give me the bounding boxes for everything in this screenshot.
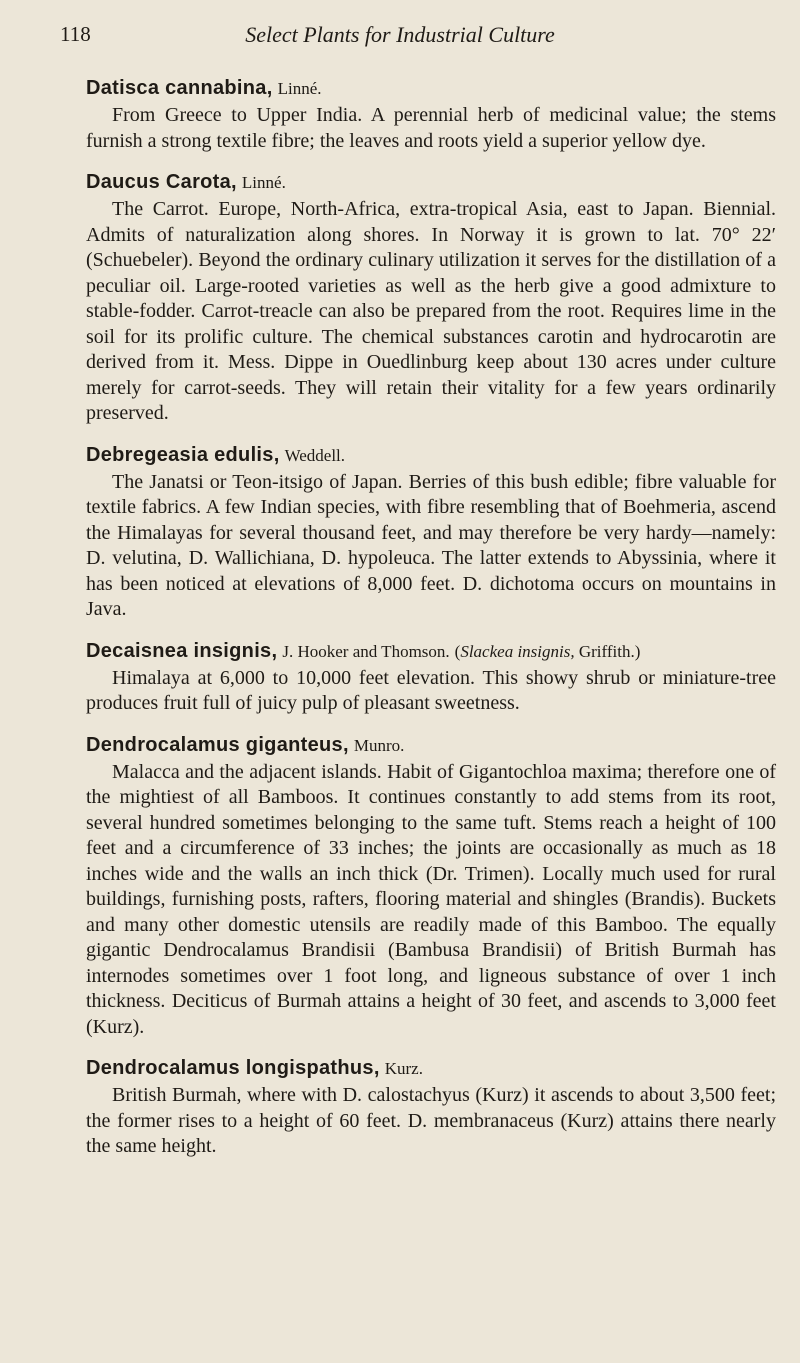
synonym-name: Slackea insignis, xyxy=(460,641,575,661)
species-authority: Linné. xyxy=(241,173,286,192)
entry-heading xyxy=(86,637,776,666)
species-authority: Munro. xyxy=(353,735,405,755)
running-title: Select Plants for Industrial Culture xyxy=(245,22,555,47)
species-authority: Weddell. xyxy=(284,445,346,465)
entry-heading xyxy=(86,1054,776,1083)
entry-text: Himalaya at 6,000 to 10,000 feet elevation. This showy shrub or miniature-tree produces fruit full of juicy pulp of pleasant sweetness. xyxy=(86,666,776,714)
species-name: Dendrocalamus longispathus, xyxy=(86,1057,380,1079)
synonym-open: ( xyxy=(454,641,461,661)
species-name: Datisca cannabina, xyxy=(86,77,273,99)
species-name: Debregeasia edulis, xyxy=(86,443,280,466)
species-name: Dendrocalamus giganteus, xyxy=(86,733,349,756)
entry-heading xyxy=(86,74,776,103)
synonym xyxy=(455,642,641,661)
synonym-author: Griffith.) xyxy=(578,641,641,661)
page-header xyxy=(60,22,740,52)
entry-text: The Carrot. Europe, North-Africa, extra-tropical Asia, east to Japan. Biennial. Admits of naturalization along shores. In Norway it is grown to lat. 70° 22′ (Schuebeler). Beyond the ordinary culinary utilization it serves for the distillation of a peculiar oil. Large-rooted varieties as well as the herb give a good admixture to stable-fodder. Carrot-treacle can also be prepared from the root. Requires lime in the soil for its prolific culture. The chemical substances carotin and hydrocarotin are derived from it. Mess. Dippe in Ouedlinburg keep about 130 acres under culture merely for carrot-seeds. They will retain their vitality for a few years ordinarily preserved. xyxy=(86,198,776,424)
species-authority: Kurz. xyxy=(384,1059,423,1078)
species-name: Daucus Carota, xyxy=(86,171,237,193)
species-authority: Linné. xyxy=(277,79,322,98)
entry-daucus xyxy=(86,168,776,427)
entry-dendrocalamus-longispathus xyxy=(86,1054,776,1160)
entry-datisca xyxy=(86,74,776,154)
entry-dendrocalamus-giganteus xyxy=(86,731,776,1041)
species-name: Decaisnea insignis, xyxy=(86,639,278,662)
page-number: 118 xyxy=(60,22,91,46)
entry-text: The Janatsi or Teon-itsigo of Japan. Berries of this bush edible; fibre valuable for textile fabrics. A few Indian species, with fibre resembling that of Boehmeria, ascend the Himalayas for several thousand feet, and may therefore be very hardy—namely: D. velutina, D. Wallichiana, D. hypoleuca. The latter extends to Abyssinia, where it has been noticed at elevations of 8,000 feet. D. dichotoma occurs on mountains in Java. xyxy=(86,470,776,620)
entry-heading xyxy=(86,731,776,760)
entry-text: British Burmah, where with D. calostachyus (Kurz) it ascends to about 3,500 feet; the former rises to a height of 60 feet. D. membranaceus (Kurz) attains there nearly the same height. xyxy=(86,1084,776,1157)
entry-text: Malacca and the adjacent islands. Habit of Gigantochloa maxima; therefore one of the mightiest of all Bamboos. It continues constantly to add stems from its root, several hundred sometimes belonging to the same tuft. Stems reach a height of 100 feet and a circumference of 33 inches; the joints are occasionally as much as 18 inches wide and the walls an inch thick (Dr. Trimen). Locally much used for rural buildings, furnishing posts, rafters, flooring material and shingles (Brandis). Buckets and many other domestic utensils are readily made of this Bamboo. The equally gigantic Dendrocalamus Brandisii (Bambusa Brandisii) of British Burmah has internodes sometimes over 1 foot long, and ligneous substance of over 1 inch thickness. Deciticus of Burmah attains a height of 30 feet, and ascends to 3,000 feet (Kurz). xyxy=(86,760,776,1038)
page-content xyxy=(86,74,776,1174)
entry-text: From Greece to Upper India. A perennial herb of medicinal value; the stems furnish a strong textile fibre; the leaves and roots yield a superior yellow dye. xyxy=(86,104,776,152)
entry-heading xyxy=(86,441,776,470)
entry-decaisnea xyxy=(86,637,776,717)
entry-debregeasia xyxy=(86,441,776,623)
species-authority: J. Hooker and Thomson. xyxy=(282,641,450,661)
entry-heading xyxy=(86,168,776,197)
